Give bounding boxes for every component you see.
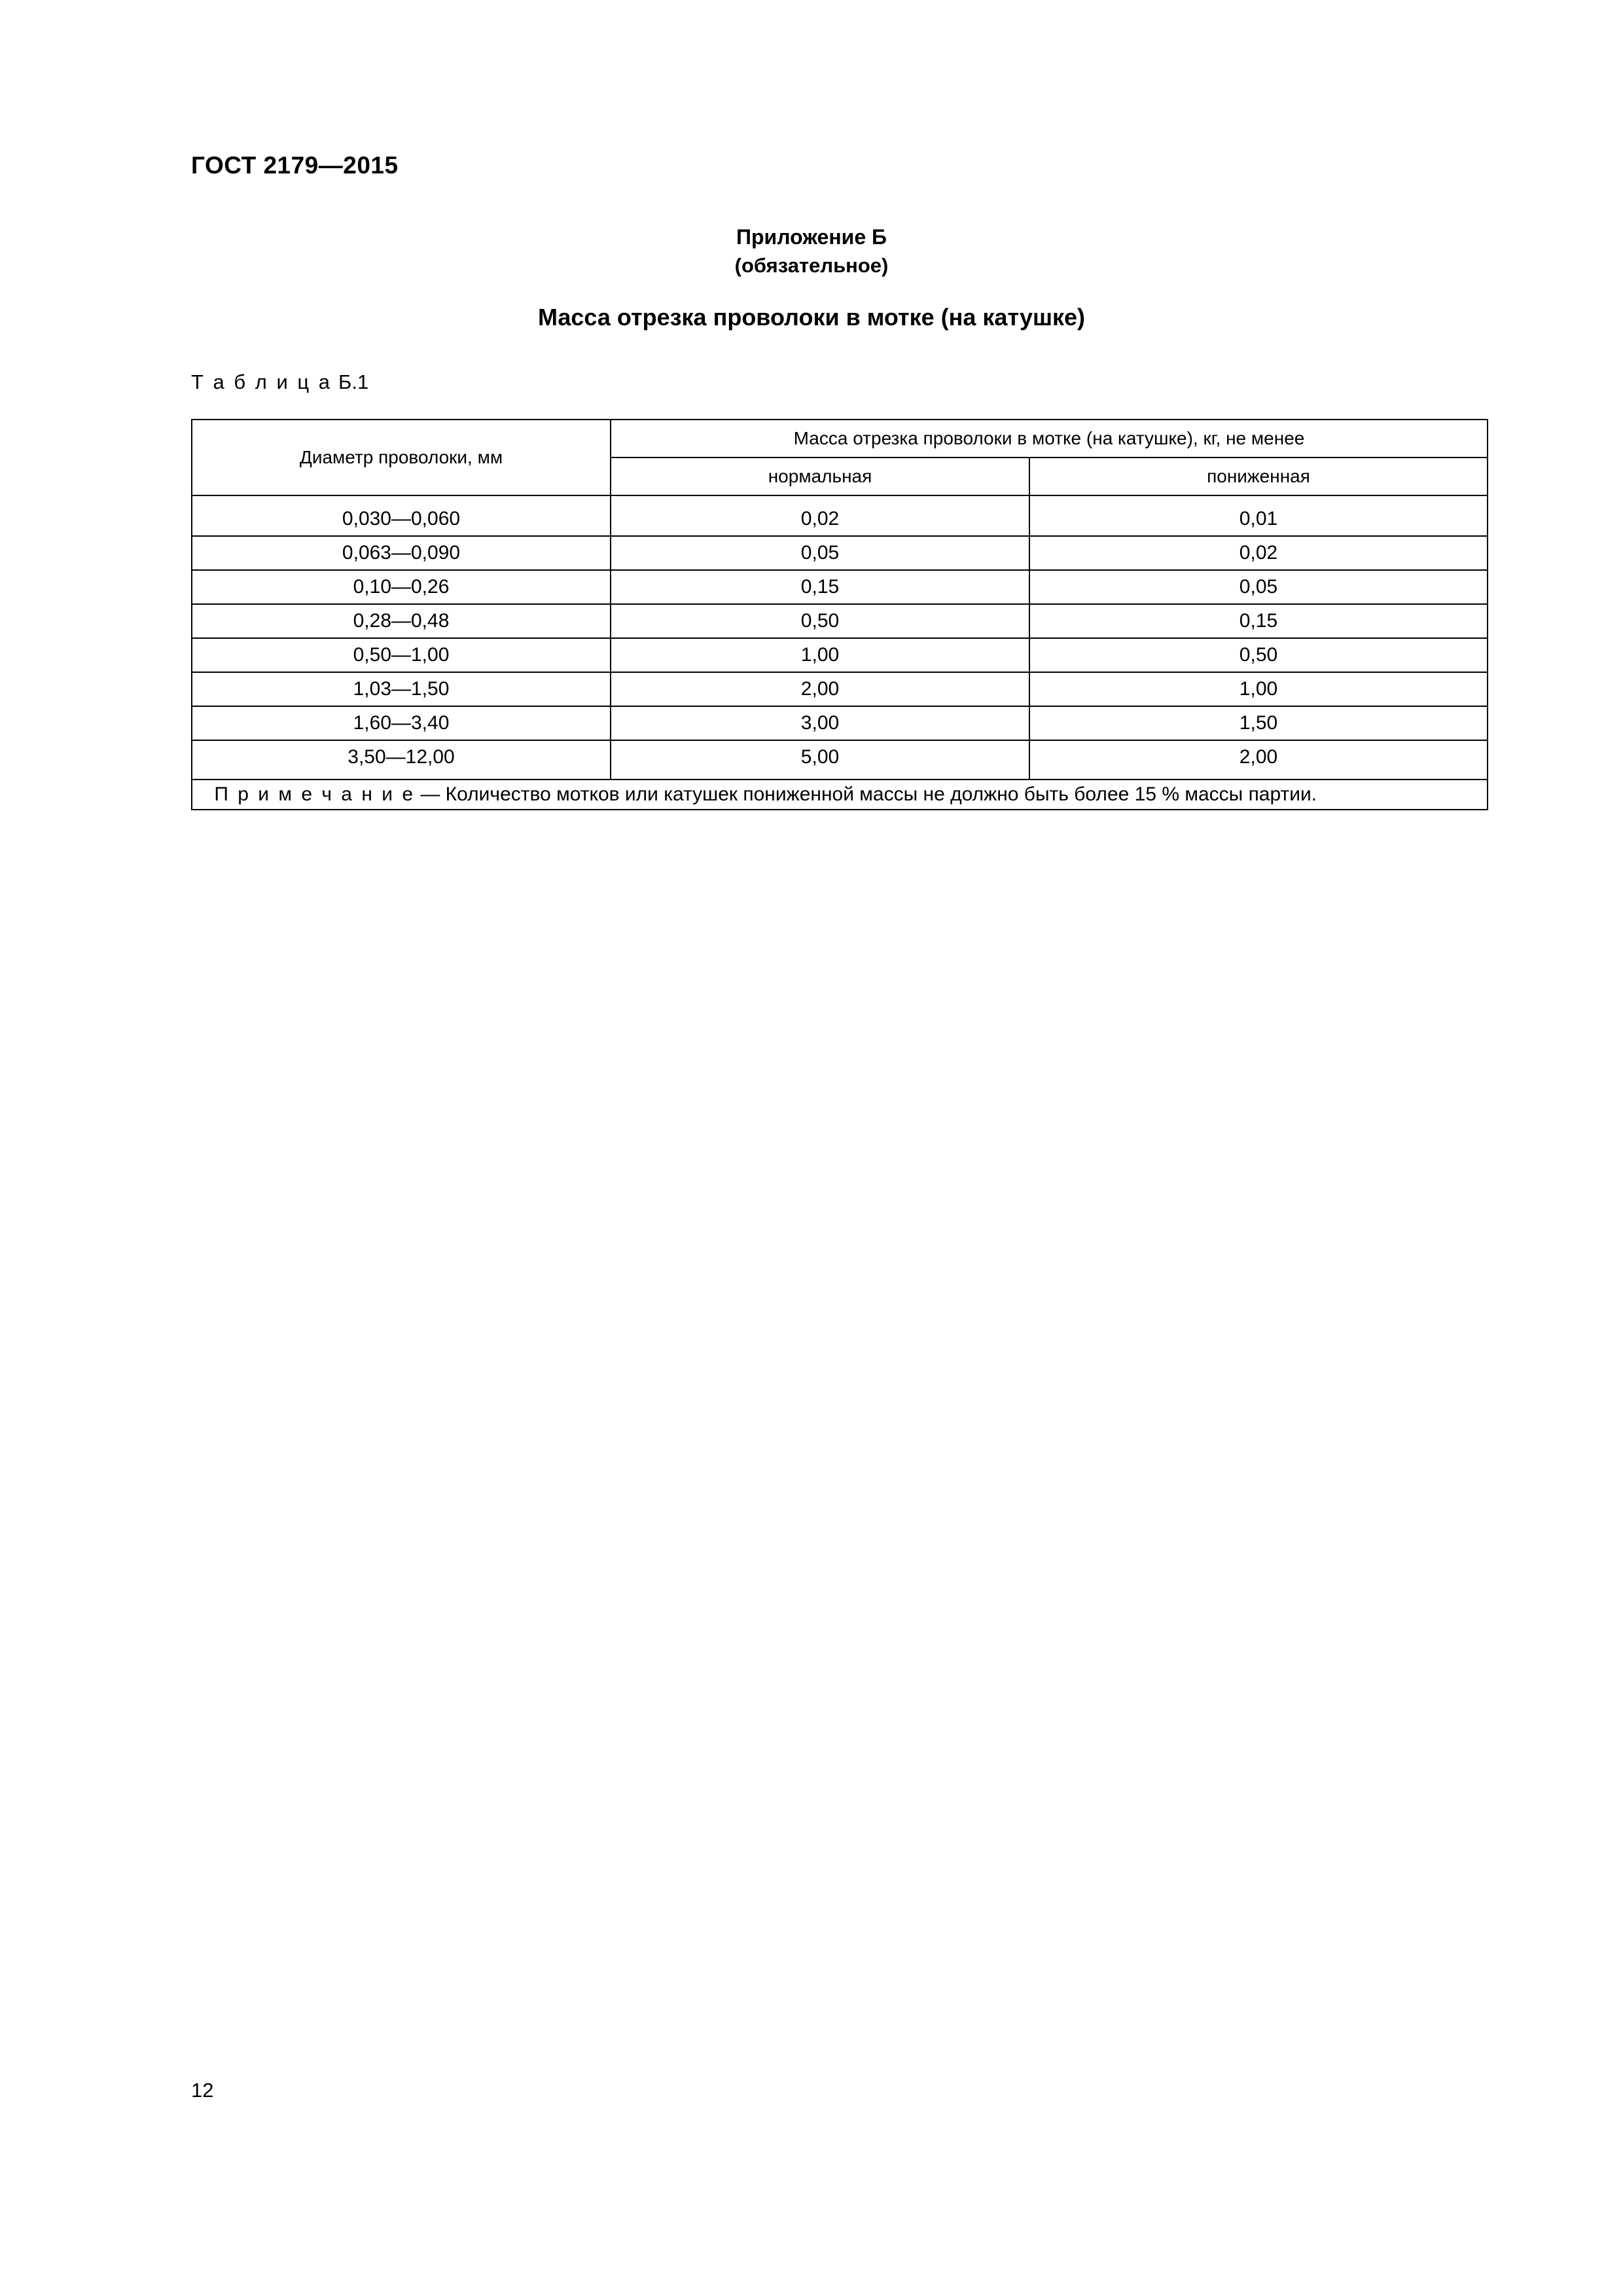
cell-normal: 3,00 xyxy=(611,706,1029,740)
table-row xyxy=(192,706,1488,740)
table-row xyxy=(192,604,1488,638)
table-row xyxy=(192,536,1488,570)
table-caption-label: Т а б л и ц а xyxy=(191,370,332,393)
cell-normal: 0,15 xyxy=(611,570,1029,604)
standard-code: ГОСТ 2179—2015 xyxy=(191,152,399,179)
cell-reduced: 0,02 xyxy=(1029,536,1488,570)
cell-reduced: 0,05 xyxy=(1029,570,1488,604)
table-row xyxy=(192,740,1488,780)
table-row xyxy=(192,495,1488,536)
header-normal: нормальная xyxy=(611,457,1029,495)
cell-diameter: 3,50—12,00 xyxy=(192,740,611,780)
note-text: — Количество мотков или катушек пониженной массы не должно быть более 15 % массы партии. xyxy=(415,783,1317,805)
table-row xyxy=(192,638,1488,672)
page-number: 12 xyxy=(191,2079,214,2102)
table-note-row xyxy=(192,780,1488,810)
mass-table xyxy=(191,419,1488,810)
cell-normal: 2,00 xyxy=(611,672,1029,706)
annex-label: Приложение Б xyxy=(736,225,887,249)
cell-reduced: 0,50 xyxy=(1029,638,1488,672)
table-note xyxy=(192,780,1488,810)
annex-title: Масса отрезка проволоки в мотке (на катушке) xyxy=(537,304,1086,331)
table-body xyxy=(192,495,1488,810)
table-caption xyxy=(191,370,368,394)
cell-reduced: 2,00 xyxy=(1029,740,1488,780)
cell-diameter: 1,60—3,40 xyxy=(192,706,611,740)
cell-reduced: 1,50 xyxy=(1029,706,1488,740)
annex-status: (обязательное) xyxy=(734,254,889,277)
cell-normal: 0,02 xyxy=(611,495,1029,536)
cell-reduced: 0,01 xyxy=(1029,495,1488,536)
cell-diameter: 0,28—0,48 xyxy=(192,604,611,638)
cell-diameter: 1,03—1,50 xyxy=(192,672,611,706)
cell-normal: 5,00 xyxy=(611,740,1029,780)
table-caption-number: Б.1 xyxy=(338,370,369,393)
note-label: П р и м е ч а н и е xyxy=(214,783,415,805)
cell-normal: 0,50 xyxy=(611,604,1029,638)
header-mass-group: Масса отрезка проволоки в мотке (на катушке), кг, не менее xyxy=(611,420,1488,457)
cell-diameter: 0,063—0,090 xyxy=(192,536,611,570)
table-head xyxy=(192,420,1488,495)
cell-diameter: 0,030—0,060 xyxy=(192,495,611,536)
header-reduced: пониженная xyxy=(1029,457,1488,495)
cell-diameter: 0,10—0,26 xyxy=(192,570,611,604)
table-header-row-1 xyxy=(192,420,1488,457)
cell-reduced: 1,00 xyxy=(1029,672,1488,706)
annex-heading-block xyxy=(0,223,1623,331)
cell-reduced: 0,15 xyxy=(1029,604,1488,638)
table-row xyxy=(192,672,1488,706)
table-row xyxy=(192,570,1488,604)
cell-normal: 1,00 xyxy=(611,638,1029,672)
header-diameter: Диаметр проволоки, мм xyxy=(192,420,611,495)
cell-normal: 0,05 xyxy=(611,536,1029,570)
cell-diameter: 0,50—1,00 xyxy=(192,638,611,672)
